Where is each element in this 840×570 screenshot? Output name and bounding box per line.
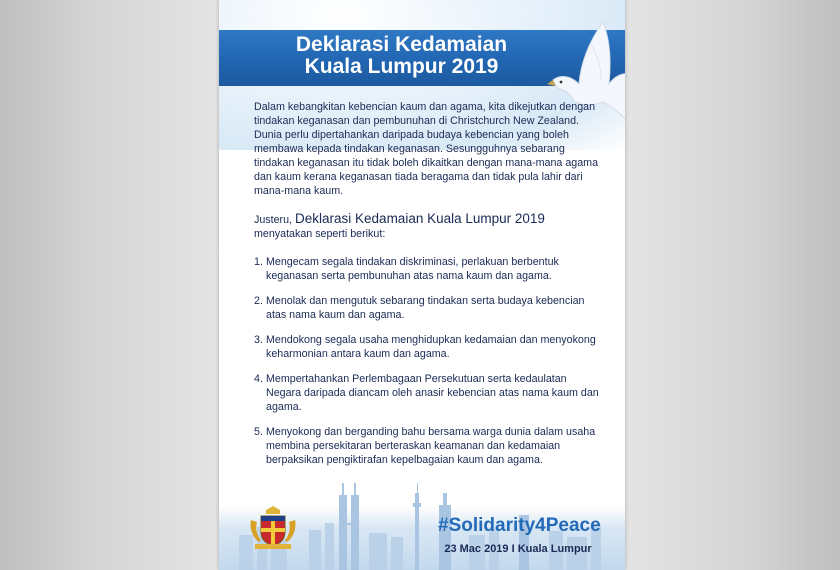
justeru-lead: Justeru, (254, 214, 293, 226)
intro-paragraph: Dalam kebangkitan kebencian kaum dan agama, kita dikejutkan dengan tindakan keganasan dan pembunuhan di Christchurch New Zealand. Dunia perlu dipertahankan daripada budaya kebencian yang boleh membawa kepada tindakan keganasan. Sesungguhnya sebarang tindakan keganasan itu tidak boleh dikaitkan dengan mana-mana agama dan kaum kerana keganasan tiada beragama dan tidak pula lahir dari mana-mana kaum. (254, 101, 599, 197)
list-item-text: Menolak dan mengutuk sebarang tindakan serta budaya kebencian atas nama kaum dan agama. (266, 295, 585, 321)
list-item-text: Mendokong segala usaha menghidupkan kedamaian dan menyokong keharmonian antara kaum dan agama. (266, 334, 596, 360)
list-item (254, 372, 599, 414)
list-item-number: 1. (254, 256, 263, 268)
list-item (254, 425, 599, 467)
declaration-poster (219, 0, 625, 570)
list-item-number: 4. (254, 373, 263, 385)
justeru-paragraph (254, 212, 599, 241)
list-item (254, 294, 599, 322)
title-line-2: Kuala Lumpur 2019 (304, 55, 499, 78)
title-line-1: Deklarasi Kedamaian (295, 33, 508, 56)
declaration-list (254, 255, 599, 467)
justeru-declaration-name: Deklarasi Kedamaian Kuala Lumpur 2019 (295, 211, 545, 226)
declaration-body (254, 100, 599, 478)
poster-title (219, 34, 584, 78)
date-place: 23 Mac 2019 I Kuala Lumpur (444, 543, 592, 555)
hashtag: #Solidarity4Peace (438, 515, 601, 536)
list-item (254, 255, 599, 283)
list-item (254, 333, 599, 361)
list-item-number: 2. (254, 295, 263, 307)
list-item-text: Menyokong dan berganding bahu bersama warga dunia dalam usaha membina persekitaran berteraskan keamanan dan kedamaian berpaksikan pengiktirafan kepelbagaian kaum dan agama. (266, 426, 596, 466)
list-item-number: 3. (254, 334, 263, 346)
list-item-text: Mempertahankan Perlembagaan Persekutuan serta kedaulatan Negara daripada diancam oleh anasir kebencian atas nama kaum dan agama. (266, 373, 599, 413)
justeru-tail: menyatakan seperti berikut: (254, 228, 386, 240)
malaysia-coat-of-arms-icon (247, 506, 299, 550)
list-item-number: 5. (254, 426, 263, 438)
list-item-text: Mengecam segala tindakan diskriminasi, perlakuan berbentuk keganasan serta pembunuhan atas nama kaum dan agama. (266, 256, 559, 282)
